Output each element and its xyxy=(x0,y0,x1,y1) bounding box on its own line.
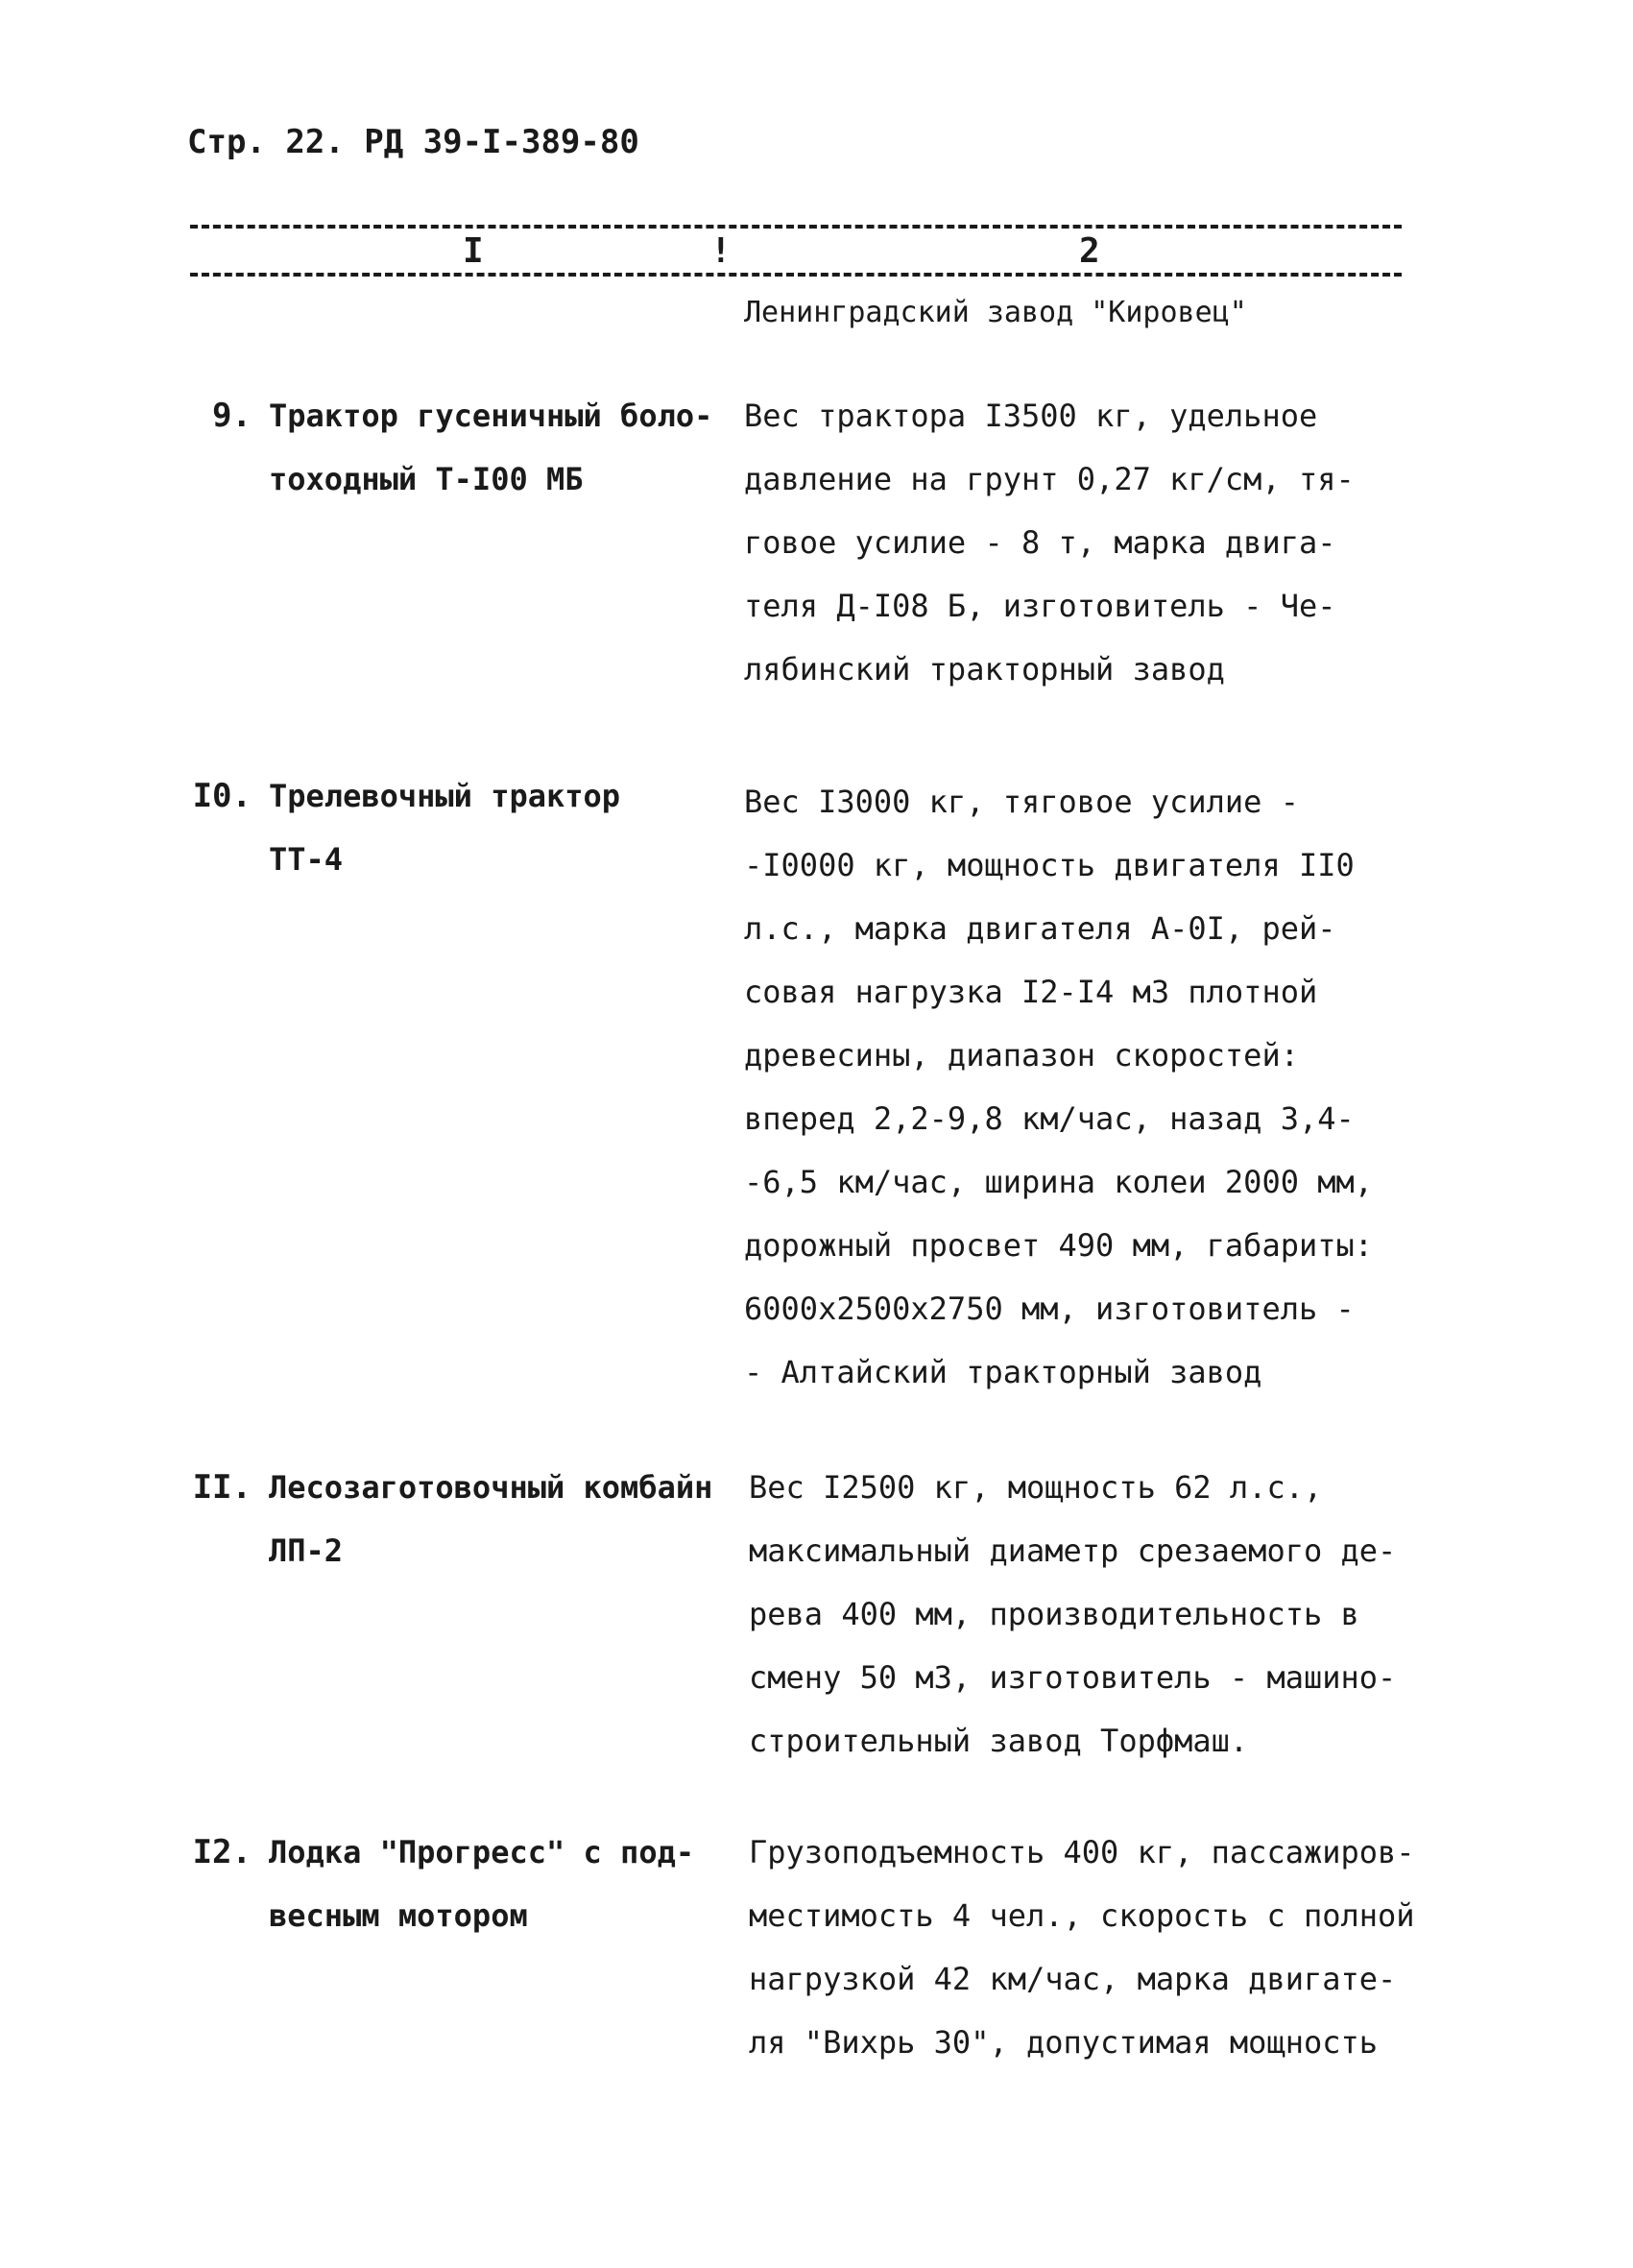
entry-desc-line: вперед 2,2-9,8 км/час, назад 3,4- xyxy=(744,1100,1355,1137)
entry-description xyxy=(749,1821,1478,2074)
entry-desc-line: говое усилие - 8 т, марка двига- xyxy=(744,524,1336,561)
entry-desc-line: смену 50 м3, изготовитель - машино- xyxy=(749,1659,1397,1696)
entry-desc-line: совая нагрузка I2-I4 м3 плотной xyxy=(744,974,1318,1010)
entry-description xyxy=(744,384,1474,701)
entry-name-line: Трелевочный трактор xyxy=(269,778,621,814)
entry-desc-line: строительный завод Торфмаш. xyxy=(749,1723,1249,1759)
column-1-number: I xyxy=(457,230,490,273)
entry-desc-line: древесины, диапазон скоростей: xyxy=(744,1037,1299,1074)
entry-desc-line: - Алтайский тракторный завод xyxy=(744,1354,1262,1390)
entry-desc-line: Вес I2500 кг, мощность 62 л.с., xyxy=(749,1469,1323,1506)
table-header-rule xyxy=(190,273,1402,277)
entry-desc-line: рева 400 мм, производительность в xyxy=(749,1596,1359,1632)
entry-description xyxy=(744,770,1474,1404)
entry-name-line: Лесозаготовочный комбайн xyxy=(269,1469,713,1506)
entry-desc-line: дорожный просвет 490 мм, габариты: xyxy=(744,1227,1374,1264)
entry-desc-line: Грузоподъемность 400 кг, пассажиров- xyxy=(749,1834,1415,1870)
entry-desc-line: теля Д-I08 Б, изготовитель - Че- xyxy=(744,588,1336,624)
entry-number: I2. xyxy=(192,1833,252,1871)
entry-desc-line: максимальный диаметр срезаемого де- xyxy=(749,1532,1397,1569)
entry-desc-line: -6,5 км/час, ширина колеи 2000 мм, xyxy=(744,1164,1374,1200)
entry-desc-line: л.с., марка двигателя А-0I, рей- xyxy=(744,910,1336,947)
page-header: Стр. 22. РД 39-I-389-80 xyxy=(187,123,639,161)
entry-name xyxy=(269,764,730,891)
entry-name-line: тоходный Т-I00 МБ xyxy=(269,461,584,497)
entry-number: I0. xyxy=(192,777,252,815)
entry-name-line: ТТ-4 xyxy=(269,841,344,878)
column-2-number: 2 xyxy=(1073,230,1106,273)
entry-desc-line: Вес трактора I3500 кг, удельное xyxy=(744,398,1318,434)
entry-name-line: Трактор гусеничный боло- xyxy=(269,398,713,434)
entry-desc-line: -I0000 кг, мощность двигателя II0 xyxy=(744,847,1355,883)
entry-number: 9. xyxy=(212,397,252,435)
entry-desc-line: Вес I3000 кг, тяговое усилие - xyxy=(744,784,1299,820)
entry-desc-line: давление на грунт 0,27 кг/см, тя- xyxy=(744,461,1355,497)
entry-desc-line: 6000х2500х2750 мм, изготовитель - xyxy=(744,1291,1355,1327)
entry-name xyxy=(269,384,730,511)
entry-name xyxy=(269,1821,730,1947)
entry-desc-line: нагрузкой 42 км/час, марка двигате- xyxy=(749,1961,1397,1997)
entry-name-line: весным мотором xyxy=(269,1897,528,1934)
entry-name-line: Лодка "Прогресс" с под- xyxy=(269,1834,695,1870)
entry-description xyxy=(749,1456,1478,1773)
entry-desc-line: ля "Вихрь 30", допустимая мощность xyxy=(749,2024,1379,2061)
entry-desc-line: лябинский тракторный завод xyxy=(744,651,1225,688)
entry-name xyxy=(269,1456,730,1582)
entry-desc-line: местимость 4 чел., скорость с полной xyxy=(749,1897,1415,1934)
column-separator: ! xyxy=(710,231,732,271)
manufacturer-heading: Ленинградский завод "Кировец" xyxy=(744,296,1247,329)
table-top-rule xyxy=(190,225,1402,229)
entry-name-line: ЛП-2 xyxy=(269,1532,344,1569)
entry-number: II. xyxy=(192,1468,252,1507)
